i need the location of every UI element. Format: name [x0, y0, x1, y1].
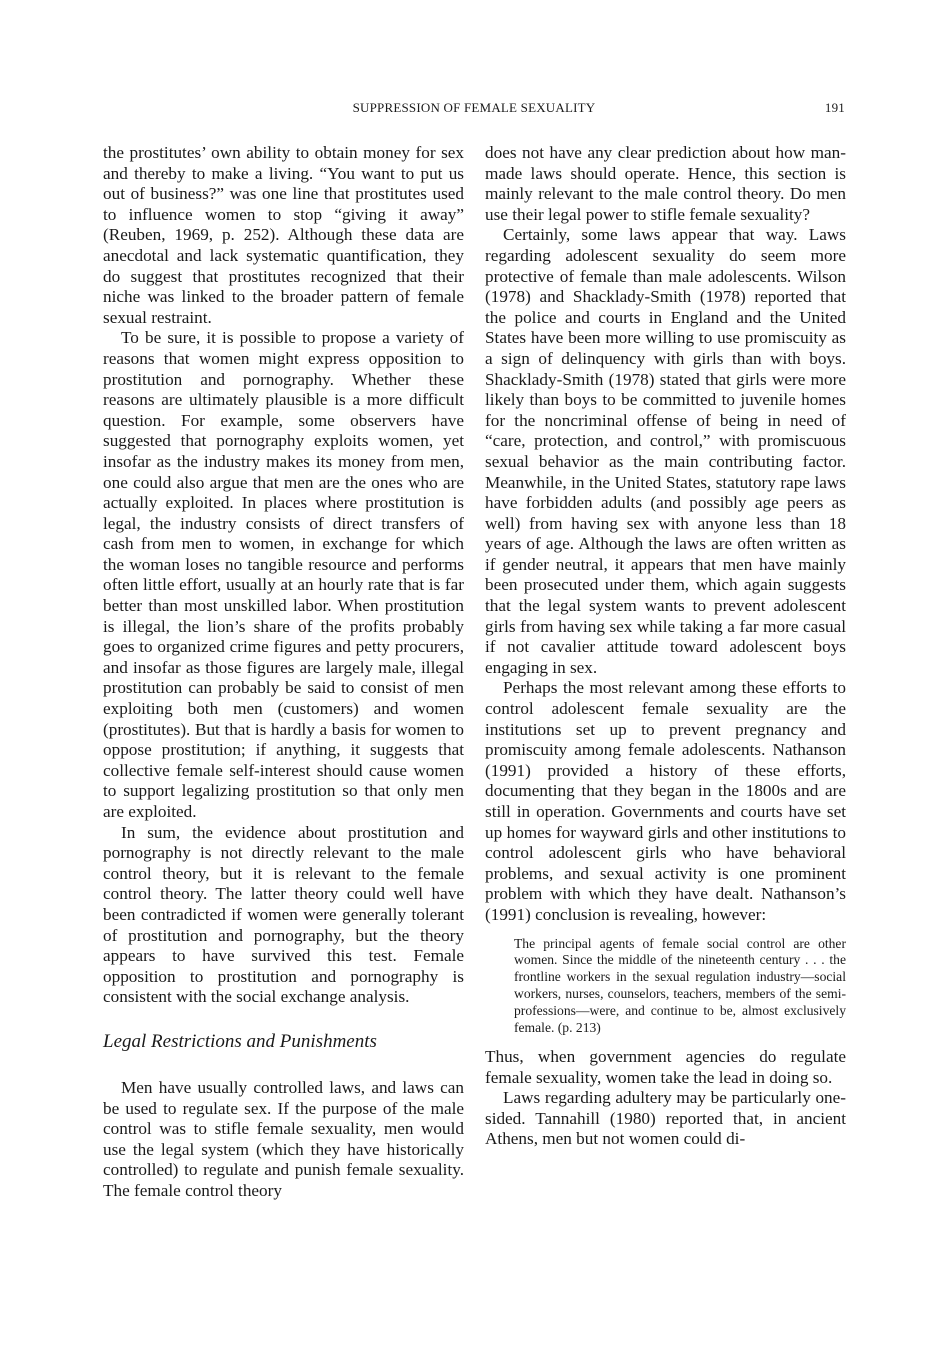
paragraph: does not have any clear prediction about how man-made laws should operate. Hence, this section is mainly relevant to the male control theory. Do men use their legal power to stifle female sexuality?: [485, 143, 846, 224]
section-heading: Legal Restrictions and Punishments: [103, 1030, 377, 1052]
paragraph: Laws regarding adultery may be particularly one-sided. Tannahill (1980) reported that, in ancient Athens, men but not women could di-: [485, 1088, 846, 1149]
paragraph: Men have usually controlled laws, and laws can be used to regulate sex. If the purpose of the male control was to stifle female sexuality, men would use the legal system (which they have historically controlled) to regulate and punish female sexuality. The female control theory: [103, 1077, 464, 1200]
paragraph: the prostitutes’ own ability to obtain money for sex and thereby to make a living. “You want to put us out of business?” was one line that prostitutes used to influence women to stop “giving it away” (Reuben, 1969, p. 252). Although these data are anecdotal and lack systematic quantification, they do suggest that prostitutes recognized that their niche was linked to the broader pattern of female sexual restraint.: [103, 143, 464, 327]
left-column: [103, 143, 464, 1202]
right-column: [485, 143, 846, 1150]
paragraph: Thus, when government agencies do regulate female sexuality, women take the lead in doing so.: [485, 1047, 846, 1087]
paragraph: Perhaps the most relevant among these efforts to control adolescent female sexuality are the institutions set up to prevent pregnancy and promiscuity among female adolescents. Nathanson (1991) provided a history of these efforts, documenting that they began in the 1800s and are still in operation. Governments and courts have set up homes for wayward girls and other institutions to control adolescent girls who have behavioral problems, and sexual activity is one prominent problem with which they have dealt. Nathanson’s (1991) conclusion is revealing, however:: [485, 678, 846, 924]
paragraph: Certainly, some laws appear that way. Laws regarding adolescent sexuality do seem more protective of female than male adolescents. Wilson (1978) and Shacklady-Smith (1978) reported that the police and courts in England and the United States have been more willing to use promiscuity as a sign of delinquency with girls than with boys. Shacklady-Smith (1978) stated that girls were more likely than boys to be committed to juvenile homes for the noncriminal offense of being in need of “care, protection, and control,” with promiscuous sexual behavior as the main contributing factor. Meanwhile, in the United States, statutory rape laws have forbidden adults (and possibly age peers as well) from having sex with anyone less than 18 years of age. Although the laws are often written as if gender neutral, it appears that men have mainly been prosecuted under them, which again suggests that the legal system wants to prevent adolescent girls from having sex while taking a far more casual if not cavalier attitude toward adolescent boys engaging in sex.: [485, 225, 846, 677]
paragraph: To be sure, it is possible to propose a variety of reasons that women might express opposition to prostitution and pornography. Whether these reasons are ultimately plausible is a more difficult question. For example, some observers have suggested that pornography exploits women, yet insofar as the industry makes its money from men, one could also argue that men are the ones who are actually exploited. In places where prostitution is legal, the industry consists of direct transfers of cash from men to women, in exchange for which the woman loses no tangible resource and performs often little effort, usually at an hourly rate that is far better than most unskilled labor. When prostitution is illegal, the lion’s share of the profits probably goes to organized crime figures and petty procurers, and insofar as those figures are largely male, illegal prostitution can probably be said to consist of men exploiting both men (customers) and women (prostitutes). But that is hardly a basis for women to oppose prostitution; if anything, it suggests that collective female self-interest should cause women to support legalizing prostitution so that only men are exploited.: [103, 328, 464, 821]
block-quote: The principal agents of female social control are other women. Since the middle of the nineteenth century . . . the frontline workers in the sexual regulation industry—social workers, nurses, counselors, teachers, members of the semi-professions—were, and continue to be, almost exclusively female. (p. 213): [514, 935, 846, 1036]
running-head: [103, 100, 845, 120]
running-title: SUPPRESSION OF FEMALE SEXUALITY: [352, 100, 596, 115]
page-number: 191: [824, 100, 845, 115]
paragraph: In sum, the evidence about prostitution and pornography is not directly relevant to the male control theory, but it is relevant to the female control theory. The latter theory could well have been contradicted if women were generally tolerant of prostitution and pornography, but the theory appears to have survived this test. Female opposition to prostitution and pornography is consistent with the social exchange analysis.: [103, 822, 464, 1007]
